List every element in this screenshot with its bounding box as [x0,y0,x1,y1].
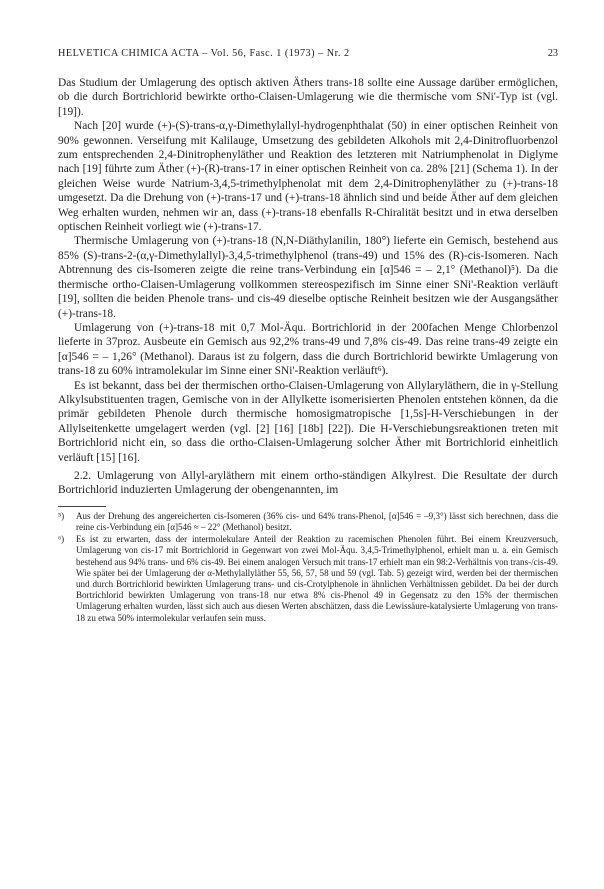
footnote [58,534,558,624]
body-text [58,76,558,498]
footnote-mark: ⁶) [58,534,65,545]
section-paragraph: 2.2. Umlagerung von Allyl-aryläthern mit einem ortho-ständigen Alkylrest. Die Resultate der durch Bortrichlorid induzierten Umlagerung der obengenannten, im [58,469,558,497]
footnote [58,511,558,533]
footnote-mark: ⁵) [58,510,65,521]
paragraph: Nach [20] wurde (+)-(S)-trans-α,γ-Dimethylallyl-hydrogenphthalat (50) in einer optischen Reinheit von 90% gewonnen. Verseifung mit Kalilauge, Umsetzung des gebildeten Alkohols mit 2,4-Dinitrofluorbenzol zum entsprechenden 2,4-Dinitrophenyläther und Reaktion des letzteren mit Natriumphenolat in Diglyme nach [19] führte zum Äther (+)-(R)-trans-17 in einer optischen Reinheit von ca. 28% [21] (Schema 1). In der gleichen Weise wurde Natrium-3,4,5-trimethylphenolat mit dem 2,4-Dinitrophenyläther zu (+)-trans-18 umgesetzt. Da die Drehung von (+)-trans-17 und (+)-trans-18 ähnlich sind und beide Äther auf dem gleichen Weg erhalten wurden, nehmen wir an, dass (+)-trans-18 ebenfalls R-Chiralität besitzt und in etwa derselben optischen Reinheit vorliegt wie (+)-trans-17. [58,120,558,234]
running-head: HELVETICA CHIMICA ACTA – Vol. 56, Fasc. 1 (1973) – Nr. 2 [58,48,350,59]
page-number: 23 [547,48,558,59]
running-header [58,48,558,60]
footnotes [58,506,558,624]
footnote-rule [58,506,106,507]
paragraph: Thermische Umlagerung von (+)-trans-18 (N,N-Diäthylanilin, 180°) lieferte ein Gemisch, bestehend aus 85% (S)-trans-2-(α,γ-Dimethylallyl)-3,4,5-trimethylphenol (trans-49) und 15% des (R)-cis-Isomeren. Nach Abtrennung des cis-Isomeren zeigte die reine trans-Verbindung ein [α]546 = – 2,1° (Methanol)⁵). Da die thermische ortho-Claisen-Umlagerung vollkommen stereospezifisch im Sinne einer SNi'-Reaktion verläuft [19], sollten die beiden Phenole trans- und cis-49 dieselbe optische Reinheit besitzen wie der Ausgangsäther (+)-trans-18. [58,235,558,320]
paragraph: Das Studium der Umlagerung des optisch aktiven Äthers trans-18 sollte eine Aussage darüber ermöglichen, ob die durch Bortrichlorid bewirkte ortho-Claisen-Umlagerung wie die thermische vom SNi'-Typ ist (vgl. [19]). [58,77,558,118]
paragraph: Umlagerung von (+)-trans-18 mit 0,7 Mol-Äqu. Bortrichlorid in der 200fachen Menge Chlorbenzol lieferte in 37proz. Ausbeute ein Gemisch aus 92,2% trans-49 und 7,8% cis-49. Das reine trans-49 zeigte ein [α]546 = – 1,26° (Methanol). Daraus ist zu folgern, dass die durch Bortrichlorid bewirkte Umlagerung von trans-18 zu 60% intramolekular im Sinne einer SNi'-Reaktion verläuft⁶). [58,321,558,378]
footnote-text: Aus der Drehung des angereicherten cis-Isomeren (36% cis- und 64% trans-Phenol, [α]546 = –9,3°) lässt sich berechnen, dass die reine cis-Verbindung ein [α]546 ≈ – 22° (Methanol) besitzt. [76,510,558,532]
paragraph: Es ist bekannt, dass bei der thermischen ortho-Claisen-Umlagerung von Allylaryläthern, die in γ-Stellung Alkylsubstituenten tragen, Gemische von in der Allylkette isomerisierten Phenolen entstehen können, da die primär gebildeten Phenole durch thermische homosigmatropische [1,5s]-H-Verschiebungen in der Allylseitenkette umgelagert werden (vgl. [2] [16] [18b] [22]). Die H-Verschiebungsreaktionen treten mit Bortrichlorid nicht ein, so dass die ortho-Claisen-Umlagerung solcher Äther mit Bortrichlorid einheitlich verläuft [15] [16]. [58,379,558,464]
footnote-text: Es ist zu erwarten, dass der intermolekulare Anteil der Reaktion zu racemischen Phenolen führt. Bei einem Kreuzversuch, Umlagerung von cis-17 mit Bortrichlorid in Gegenwart von zwei Mol-Äqu. 3,4,5-Trimethylphenol, erhielt man u. a. ein Gemisch bestehend aus 94% trans- und 6% cis-49. Bei einem analogen Versuch mit trans-17 erhielt man ein 98:2-Verhältnis von trans-/cis-49. Wie später bei der Umlagerung der α-Methylallyläther 55, 56, 57, 58 und 59 (vgl. Tab. 5) gezeigt wird, werden bei der thermischen und durch Bortrichlorid bewirkten Umlagerung trans- und cis-Crotylphenole in ähnlichen Verhältnissen gebildet. Da bei der durch Bortrichlorid bewirkten Umlagerung von trans-18 nur etwa 8% cis-Phenol 49 in Gegensatz zu den 15% der thermischen Umlagerung erhalten wurden, lässt sich auch aus diesen Werten abschätzen, dass die Lewissäure-katalysierte Umlagerung von trans-18 zu etwa 50% intermolekular verlaufen sein muss. [76,534,558,623]
